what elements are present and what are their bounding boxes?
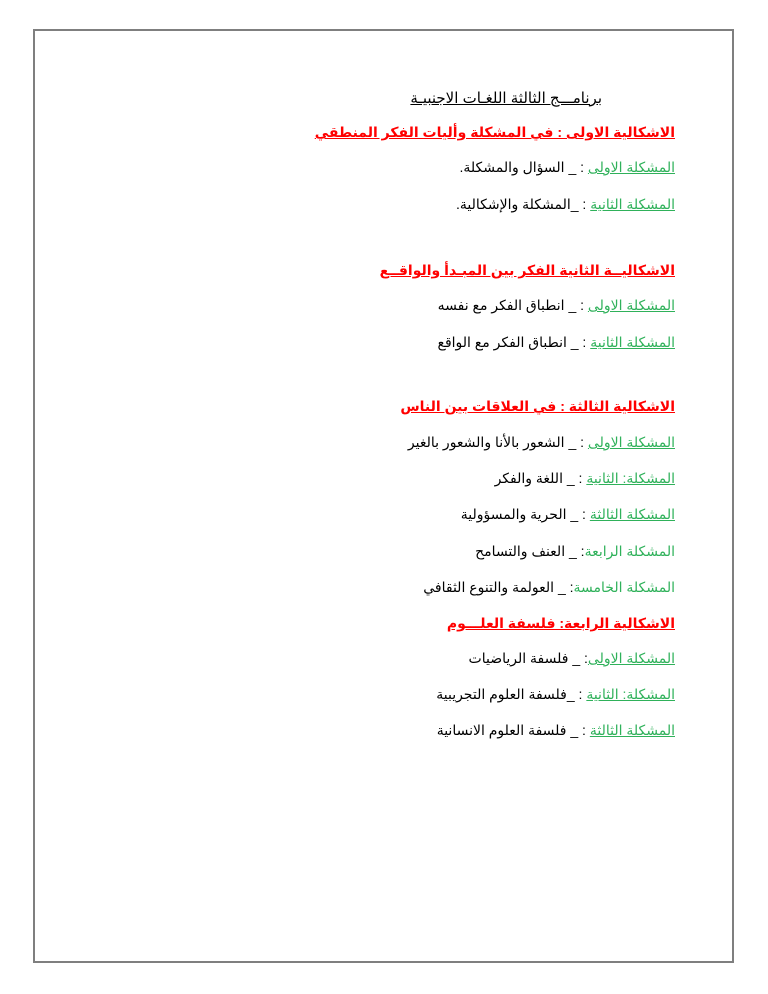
item-separator: : _ bbox=[564, 159, 588, 175]
list-item bbox=[495, 469, 675, 487]
item-topic: العنف والتسامح bbox=[475, 543, 566, 559]
item-topic: المشكلة والإشكالية. bbox=[456, 196, 571, 212]
item-label: المشكلة الاولى bbox=[587, 650, 675, 666]
list-item bbox=[461, 505, 675, 523]
section-heading-4: الاشكالية الرابعة: فلسفة العلـــوم bbox=[446, 615, 675, 631]
list-item bbox=[408, 433, 675, 451]
item-separator: : _ bbox=[568, 650, 588, 666]
item-separator: : _ bbox=[566, 334, 591, 350]
item-topic: فلسفة العلوم الانسانية bbox=[436, 722, 567, 738]
list-item bbox=[456, 195, 675, 213]
item-topic: السؤال والمشكلة. bbox=[459, 159, 565, 175]
item-separator: : _ bbox=[566, 506, 590, 522]
item-topic: الشعور بالأنا والشعور بالغير bbox=[407, 434, 565, 450]
list-item bbox=[438, 333, 676, 351]
item-topic: فلسفة العلوم التجريبية bbox=[436, 686, 567, 702]
item-label: المشكلة الثانية bbox=[590, 196, 675, 212]
item-separator: : _ bbox=[565, 543, 585, 559]
item-label: المشكلة الاولى bbox=[587, 434, 675, 450]
item-topic: فلسفة الرياضيات bbox=[468, 650, 569, 666]
document-title: برنامـــج الثالثة اللغـات الاجنبيـة bbox=[410, 90, 602, 107]
item-topic: انطباق الفكر مع الواقع bbox=[437, 334, 567, 350]
item-label: المشكلة الثالثة bbox=[589, 506, 675, 522]
item-label: المشكلة: الثانية bbox=[586, 470, 675, 486]
item-separator: : _ bbox=[566, 686, 587, 702]
item-separator: : _ bbox=[564, 297, 588, 313]
list-item bbox=[459, 158, 675, 176]
item-label: المشكلة الثانية bbox=[590, 334, 675, 350]
item-label: المشكلة الاولى bbox=[587, 297, 675, 313]
item-label: المشكلة الثالثة bbox=[589, 722, 675, 738]
item-separator: : _ bbox=[564, 434, 588, 450]
item-separator: : _ bbox=[554, 579, 574, 595]
item-separator: : _ bbox=[562, 470, 587, 486]
item-topic: انطباق الفكر مع نفسه bbox=[437, 297, 565, 313]
item-separator: : _ bbox=[570, 196, 591, 212]
list-item bbox=[423, 578, 675, 596]
list-item bbox=[469, 649, 675, 667]
item-label: المشكلة الخامسة bbox=[573, 579, 675, 595]
section-heading-3: الاشكالية الثالثة : في العلاقات بين الناس bbox=[400, 398, 675, 414]
list-item bbox=[436, 685, 675, 703]
item-separator: : _ bbox=[566, 722, 590, 738]
list-item bbox=[475, 542, 675, 560]
section-heading-1: الاشكالية الاولى : في المشكلة وأليات الفكر المنطقي bbox=[314, 124, 675, 140]
item-topic: الحرية والمسؤولية bbox=[460, 506, 567, 522]
item-topic: اللغة والفكر bbox=[494, 470, 563, 486]
section-heading-2: الاشكاليــة الثانية الفكر بين المبـدأ والواقــع bbox=[379, 262, 675, 278]
item-label: المشكلة الرابعة bbox=[584, 543, 675, 559]
item-topic: العولمة والتنوع الثقافي bbox=[423, 579, 555, 595]
document-page bbox=[33, 29, 734, 963]
item-label: المشكلة الاولى bbox=[587, 159, 675, 175]
item-label: المشكلة: الثانية bbox=[586, 686, 675, 702]
list-item bbox=[438, 296, 675, 314]
list-item bbox=[437, 721, 675, 739]
